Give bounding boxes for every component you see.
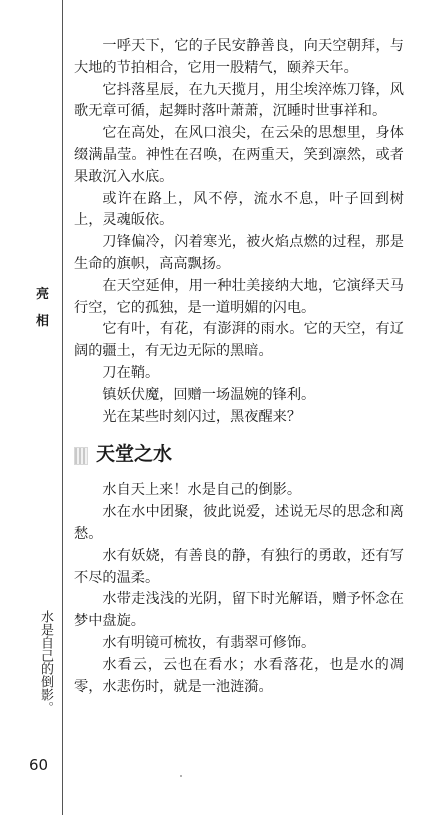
chapter-char-1: 亮 — [36, 287, 50, 302]
heading-marker-icon — [74, 447, 88, 465]
margin-divider-line — [62, 0, 63, 815]
print-speck — [180, 775, 182, 777]
paragraph: 刀锋偏冷，闪着寒光，被火焰点燃的过程，那是生命的旗帜，高高飘扬。 — [74, 234, 404, 272]
paragraph: 光在某些时刻闪过，黑夜醒来？ — [102, 408, 302, 425]
paragraph: 水有妖娆，有善良的静，有独行的勇敢，还有写不尽的温柔。 — [74, 547, 404, 586]
page-number: 60 — [29, 756, 49, 774]
paragraph: 它有叶，有花，有澎湃的雨水。它的天空，有辽阔的疆土，有无边无际的黑暗。 — [74, 321, 404, 360]
paragraph: 在天空延伸，用一种壮美接纳大地，它演绎天马行空，它的孤独，是一道明媚的闪电。 — [74, 277, 404, 316]
paragraph: 刀在鞘。 — [102, 364, 160, 381]
paragraph: 一呼天下，它的子民安静善良，向天空朝拜，与大地的节拍相合，它用一股精气，颐养天年。 — [74, 38, 404, 76]
chapter-char-2: 相 — [36, 314, 50, 329]
paragraph: 水带走浅浅的光阴，留下时光解语，赠予怀念在梦中盘旋。 — [74, 591, 404, 630]
chapter-side-label — [36, 288, 54, 342]
paragraph: 水自天上来！水是自己的倒影。 — [102, 482, 302, 499]
main-text — [74, 36, 404, 698]
paragraph: 水有明镜可梳妆，有翡翠可修饰。 — [102, 634, 316, 651]
paragraph: 水看云，云也在看水；水看落花，也是水的凋零，水悲伤时，就是一池涟漪。 — [74, 656, 404, 695]
section-heading — [74, 441, 404, 468]
paragraph: 或许在路上，风不停，流水不息，叶子回到树上，灵魂皈依。 — [74, 190, 404, 229]
paragraph: 水在水中团聚，彼此说爱，述说无尽的思念和离愁。 — [74, 504, 404, 542]
paragraph: 它在高处，在风口浪尖，在云朵的思想里，身体缀满晶莹。神性在召唤，在两重天，笑到凛然，或者果敢沉入水底。 — [74, 125, 404, 185]
section-title: 天堂之水 — [96, 443, 173, 466]
paragraph: 镇妖伏魔，回赠一场温婉的锋利。 — [102, 386, 316, 403]
paragraph: 它抖落星辰，在九天揽月，用尘埃淬炼刀锋，风歌无章可循，起舞时落叶萧萧，沉睡时世事祥和。 — [74, 81, 404, 120]
running-title-vertical: 水是自己的倒影。 — [38, 610, 53, 714]
